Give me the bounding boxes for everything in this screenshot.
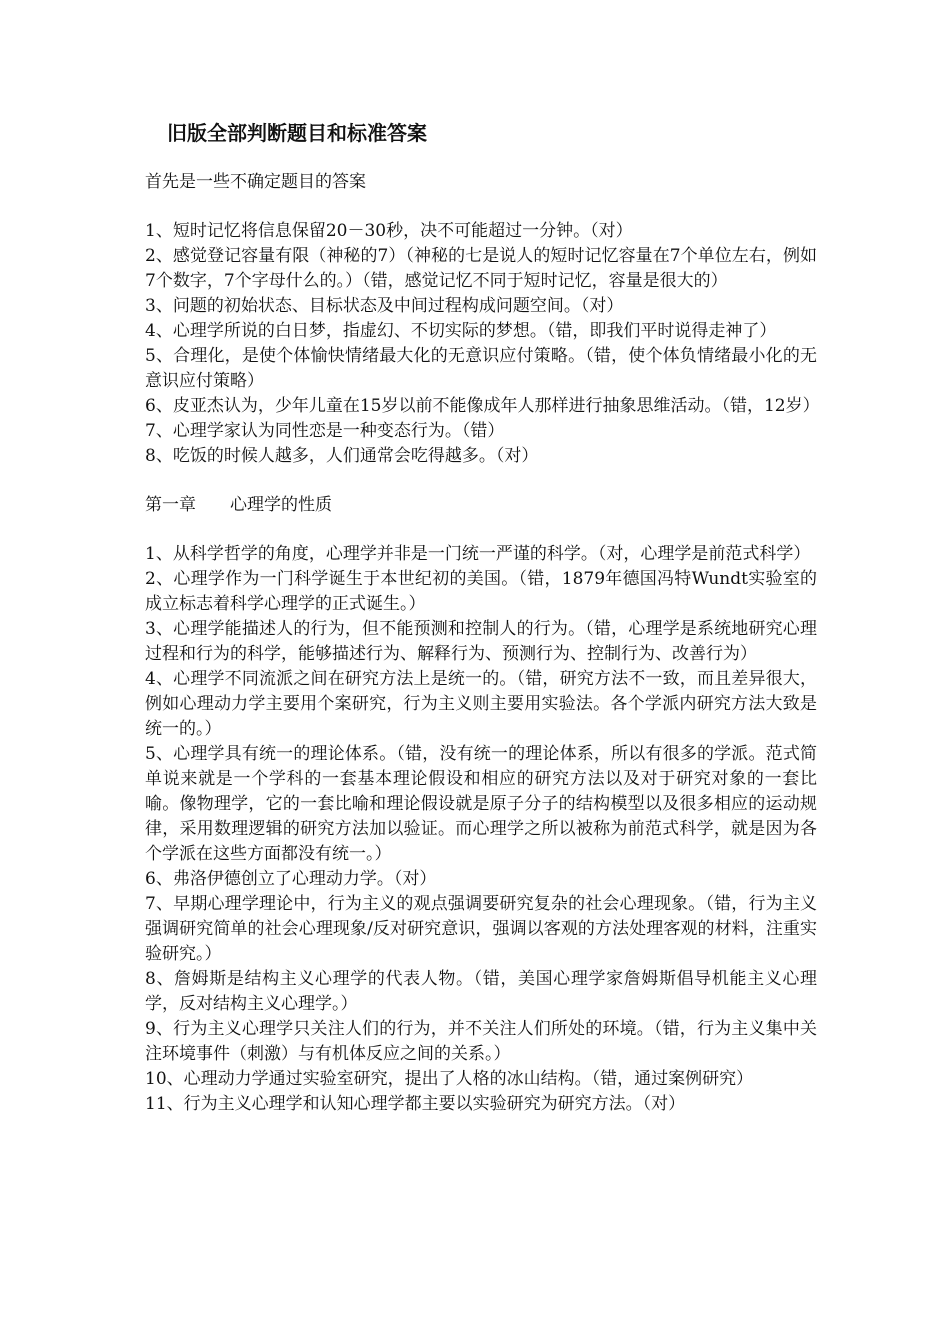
list-item: 4、心理学所说的白日梦，指虚幻、不切实际的梦想。（错，即我们平时说得走神了） xyxy=(145,321,777,341)
list-item: 3、问题的初始状态、目标状态及中间过程构成问题空间。（对） xyxy=(145,296,624,316)
list-item: 7、早期心理学理论中，行为主义的观点强调要研究复杂的社会心理现象。（错，行为主义强调研究简单的社会心理现象/反对研究意识，强调以客观的方法处理客观的材料，注重实验研究。） xyxy=(145,894,817,964)
list-item: 1、短时记忆将信息保留20－30秒，决不可能超过一分钟。（对） xyxy=(145,221,633,241)
list-item: 4、心理学不同流派之间在研究方法上是统一的。（错，研究方法不一致，而且差异很大，例如心理动力学主要用个案研究，行为主义则主要用实验法。各个学派内研究方法大致是统一的。） xyxy=(145,669,817,739)
list-item: 2、感觉登记容量有限（神秘的7）（神秘的七是说人的短时记忆容量在7个单位左右，例如7个数字，7个字母什么的。）（错，感觉记忆不同于短时记忆，容量是很大的） xyxy=(145,246,817,291)
list-item: 7、心理学家认为同性恋是一种变态行为。（错） xyxy=(145,421,505,441)
list-item: 3、心理学能描述人的行为，但不能预测和控制人的行为。（错，心理学是系统地研究心理过程和行为的科学，能够描述行为、解释行为、预测行为、控制行为、改善行为） xyxy=(145,619,817,664)
list-item: 10、心理动力学通过实验室研究，提出了人格的冰山结构。（错，通过案例研究） xyxy=(145,1069,754,1089)
page-title: 旧版全部判断题目和标准答案 xyxy=(167,121,427,145)
list-item: 6、皮亚杰认为，少年儿童在15岁以前不能像成年人那样进行抽象思维活动。（错，12岁） xyxy=(145,396,820,416)
list-item: 8、吃饭的时候人越多，人们通常会吃得越多。（对） xyxy=(145,446,539,466)
uncertain-items-list xyxy=(145,219,820,469)
list-item: 11、行为主义心理学和认知心理学都主要以实验研究为研究方法。（对） xyxy=(145,1094,686,1114)
list-item: 1、从科学哲学的角度，心理学并非是一门统一严谨的科学。（对，心理学是前范式科学） xyxy=(145,544,811,564)
document-body xyxy=(145,118,820,1117)
list-item: 5、心理学具有统一的理论体系。（错，没有统一的理论体系，所以有很多的学派。范式简单说来就是一个学科的一套基本理论假设和相应的研究方法以及对于研究对象的一套比喻。像物理学，它的一套比喻和理论假设就是原子分子的结构模型以及很多相应的运动规律，采用数理逻辑的研究方法加以验证。而心理学之所以被称为前范式科学，就是因为各个学派在这些方面都没有统一。） xyxy=(145,744,817,864)
intro-text: 首先是一些不确定题目的答案 xyxy=(145,172,366,192)
chapter-items-list xyxy=(145,542,817,1117)
list-item: 2、心理学作为一门科学诞生于本世纪初的美国。（错，1879年德国冯特Wundt实验室的成立标志着科学心理学的正式诞生。） xyxy=(145,569,817,614)
list-item: 9、行为主义心理学只关注人们的行为，并不关注人们所处的环境。（错，行为主义集中关注环境事件（刺激）与有机体反应之间的关系。） xyxy=(145,1019,817,1064)
list-item: 5、合理化，是使个体愉快情绪最大化的无意识应付策略。（错，使个体负情绪最小化的无意识应付策略） xyxy=(145,346,817,391)
chapter-heading: 第一章 心理学的性质 xyxy=(145,495,332,515)
list-item: 8、詹姆斯是结构主义心理学的代表人物。（错，美国心理学家詹姆斯倡导机能主义心理学，反对结构主义心理学。） xyxy=(145,969,817,1014)
list-item: 6、弗洛伊德创立了心理动力学。（对） xyxy=(145,869,437,889)
